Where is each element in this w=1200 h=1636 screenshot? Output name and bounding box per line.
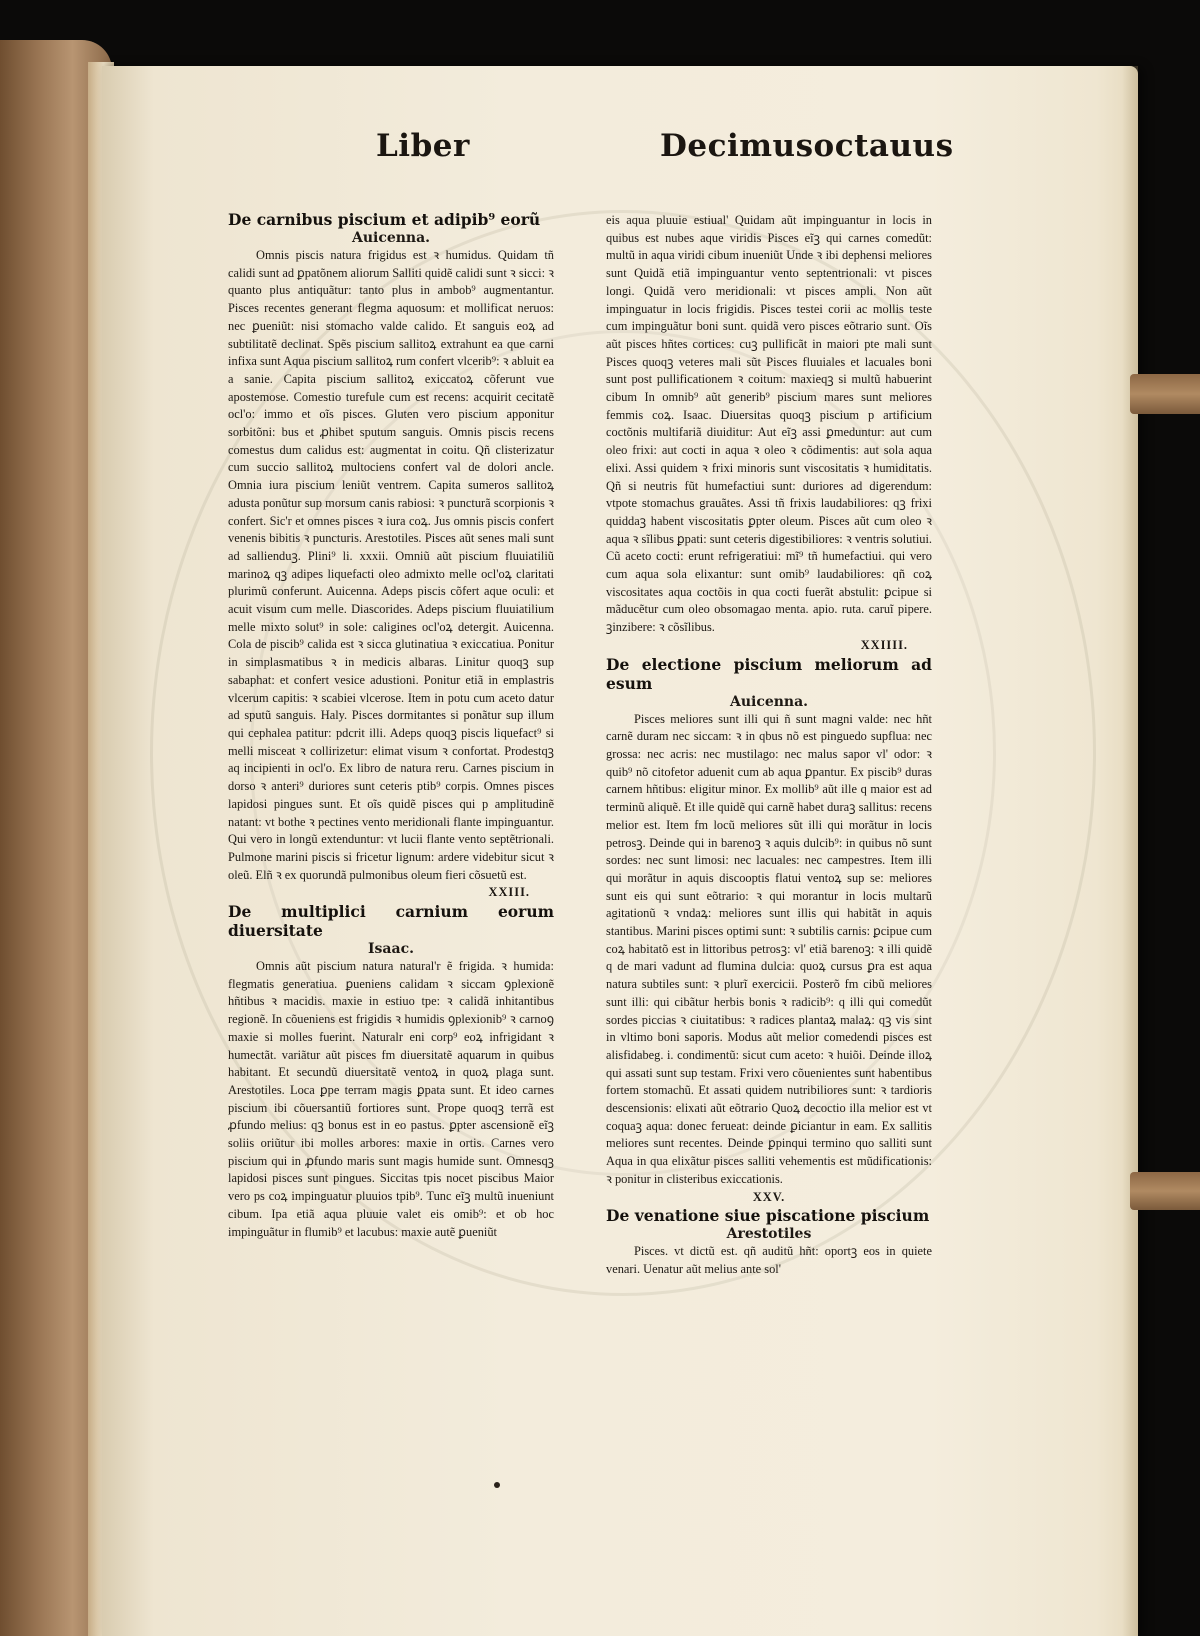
chapter-author: Auicenna.	[729, 693, 809, 710]
chapter-heading: De carnibus piscium et adipib⁹ eorũ	[228, 210, 541, 229]
text-column-left	[228, 210, 554, 1241]
chapter-number: XXIIII.	[860, 637, 908, 652]
chapter-author: Auicenna.	[351, 230, 431, 246]
chapter-number: XXIII.	[488, 885, 530, 900]
chapter-text: Omnis piscis natura frigidus est ꝛ humidus. Quidam tñ calidi sunt ad ꝑpatõnem aliorum Salliti quidẽ calidi sunt ꝛ sicci: ꝛ quanto plus antiquãtur: tanto plus in ambob⁹ augmentantur. Pisces recentes generant flegma aquosum: et mollificat neruos: nec ꝑueniũt: nisi stomacho valde calido. Et sanguis eoꝝ ad subtilitatẽ declinat. Spẽs piscium sallitoꝝ extrahunt ea que carni infixa sunt Aqua piscium sallitoꝝ rum confert vlcerib⁹: ꝛ abluit ea a sanie. Capita piscium sallitoꝝ exiccatoꝝ cõferunt vue apostemose. Comestio turefule cum est recens: acquirit cecitatẽ ocl'o: immo et oĩs pisces. Gluten vero piscium apponitur sorbitõni: bus et ꝓhibet sputum sanguis. Omnis piscis recens comestus dum calidus est: augmentat in coitu. Qñ clisterizatur cum succio sallitoꝝ multociens confert val de dolori ancle. Omnia iura piscium leniũt ventrem. Capita sumeros sallitoꝝ adusta ponũtur sup morsum canis rabiosi: ꝛ puncturã scorpionis ꝛ confert. Sic'r et omnes pisces ꝛ iura coꝝ. Jus omnis piscis confert venenis bibitis ꝛ puncturis. Arestotiles. Pisces aũt senes mali sunt ad sallienduꝫ. Plini⁹ li. xxxii. Omniũ aũt piscium fluuiatiliũ marinoꝝ qꝫ adipes liquefacti oleo admixto melle ocl'oꝝ claritati plurimũ conferunt. Auicenna. Adeps piscis cõfert aque oculi: et acuit visum cum melle. Diascorides. Adeps piscium fluuiatilium melle mixto solut⁹ in sole: caligines ocl'oꝝ detergit. Auicenna. Cola de piscib⁹ calida est ꝛ sicca glutinatiua ꝛ exiccatiua. Ponitur in simplasmatibus ꝛ in medicis albaras. Linitur quoqꝫ sup sabaphat: et confert vesice adustioni. Ponitur etiã in emplastris vlcerum capitis: ꝛ scabiei vlcerose. Item in potu cum aceto datur ad sputũ sanguis. Haly. Pisces dormitantes si ponãtur sup illum qui cephalea patitur: pdcrit illi. Adeps quoqꝫ piscis liquefact⁹ si melli misceat ꝛ collirizetur: elimat visum ꝛ confortat. Prodestqꝫ aq incipienti in ocl'o. Ex libro de natura reru. Carnes piscium in dorso ꝛ anteri⁹ duriores sunt ceteris ptib⁹ corpis. Omnes pisces lapidosi pingues sunt. Et oĩs quidẽ pisces qui p amplitudinẽ natant: vt bothe ꝛ pectines vento meridionali flante impinguantur. Qui vero in longũ extenduntur: vt lucii flante vento septẽtrionali. Pulmone marini piscis si fricetur lignum: ardere videbitur sicut ꝛ oleũ. Elñ ꝛ ex quorundã pulmonibus oleum fieri cõsuetũ est.	[228, 248, 554, 882]
leather-tie-lower	[1130, 1172, 1200, 1210]
leather-tie-upper	[1130, 374, 1200, 414]
chapter-heading: De venatione siue piscatione piscium	[606, 1206, 930, 1226]
page-edge-right	[1122, 66, 1138, 1636]
running-head-left: Liber	[376, 128, 470, 164]
chapter-text: Pisces meliores sunt illi qui ñ sunt magni valde: nec hñt carnẽ duram nec siccam: ꝛ in qbus nõ est pinguedo supflua: nec grossa: nec acris: nec mustilago: nec malus sapor vl' odor: ꝛ quib⁹ nõ citofetor aduenit cum ab aqua ꝑpantur. Ex piscib⁹ duras carnem hñtibus: eligitur minor. Ex mollib⁹ aũt ille q maior est ad terminũ aliquẽ. Et ille quidẽ qui carnẽ habet duraꝫ sallitus: recens melior est. Item fm locũ meliores sũt illi qui morãtur in locis petrosꝫ. Deinde qui in barenoꝫ ꝛ aquis dulcib⁹: in quibus nõ sunt sordes: nec sunt limosi: nec lacuales: nec campestres. Item illi qui morãtur in aquis discooptis flatui ventoꝝ sup se: meliores sunt eis qui sunt eõtrario: ꝛ qui morantur in locis multarũ agitationũ ꝛ vndaꝝ: meliores sunt illis qui habitãt in aquis stantibus. Marini pisces optimi sunt: ꝛ subtilis carnis: ꝑcipue cum coꝝ habitatõ est in littoribus petrosꝫ: vl' etiã barenoꝫ: ꝛ illi quidẽ q de mari vadunt ad flumina dulcia: quoꝝ cursus ꝑra est aqua natura subtiles sunt: ꝛ plurĩ exercicii. Posterõ fm cibũ meliores sunt illi: qui cibãtur herbis bonis ꝛ radicib⁹: q illi qui comedũt sordes piccias ꝛ ciuitatibus: ꝛ radices plantaꝝ malaꝝ: qꝫ vis sint in vltimo boni saporis. Modus aũt melior comedendi pisces est alisfidabeg. i. condimentũ: sicut cum aceto: ꝛ huiõi. Deinde illoꝝ qui assati sunt sup testam. Frixi vero cõuenientes sunt habentibus fortem stomachũ. Et assati quidem nutribiliores sunt: ꝛ tardioris descensionis: elixati aũt eõtrario Quoꝝ decoctio illa melior est vt coquaꝫ aqua: donec ferueat: deinde ꝑiciantur in eam. Ex sallitis meliores sunt recentes. Deinde ꝑpinqui termino quo salliti sunt Aqua in qua elixãtur pisces salliti vehementis est mũdificationis: ꝛ ponitur in clisteribus exiccationis.	[606, 711, 932, 1186]
chapter-heading: De multiplici carnium eorum diuersitate	[228, 902, 554, 941]
chapter-number: XXV.	[752, 1189, 786, 1204]
printer-mark-dot	[494, 1482, 500, 1488]
chapter-heading: De electione piscium meliorum ad esum	[606, 654, 932, 693]
chapter-text: eis aqua pluuie estiual' Quidam aũt impinguantur in locis in quibus est nubes aque viridis Pisces eĩꝫ qui carnes comedũt: multũ in aqua viridi cibum inueniũt Unde ꝛ ibi dephensi meliores sunt Quidã etiã impinguantur vento septentrionali: vt pisces longi. Quidã vero meridionali: vt pisces ampli. Non aũt impinguatur in locis frigidis. Pisces testei corii ac mollis teste cum impinguãtur boni sunt. quidã vero pisces eõtrario sunt. Oĩs aũt pisces hñtes cortices: cuꝫ pullificãt in maiori pte mali sunt Pisces quoqꝫ veteres mali sũt Pisces fluuiales et lacuales boni sunt post pullificationem ꝛ coitum: maxieqꝫ si multũ habuerint cibum In omnib⁹ aũt generib⁹ piscium mares sunt meliores femmis coꝝ. Isaac. Diuersitas quoqꝫ piscium p artificium coctõnis multifariã diuiditur: Aut eĩꝫ assi ꝑmeduntur: aut cum oleo frixi: aut cocti in aqua ꝛ oleo ꝛ cõdimentis: aut sola aqua elixi. Assi quidem ꝛ frixi minoris sunt viscositatis ꝛ humiditatis. Qñ si neutris fũt humefactiui sunt: duriores ad digerendum: vtpote stomachus grauãtes. Assi tñ frixis laudabiliores: qꝫ frixi quiddaꝫ habent viscositatis ꝑpter oleum. Pisces aũt cum oleo ꝛ aqua ꝛ sĩlibus ꝑpati: sunt ceteris digestibiliores: ꝛ ventris solutiui. Cũ aceto cocti: erunt refrigeratiui: mĩ⁹ tñ humefactiui. qui vero cum aqua sola elixantur: sunt omib⁹ laudabiliores: qñ coꝝ viscositates aqua coctõis in qua cocti fuerãt abstulit: ꝑcipue si mãducẽtur cum oleo obsomagao menta. apio. ruta. caruĩ pipere. ꝫinzibere: ꝛ cõsĩlibus.	[606, 213, 932, 635]
chapter-author: Isaac.	[368, 941, 414, 958]
chapter-text: Pisces. vt dictũ est. qñ auditũ hñt: oportꝫ eos in quiete venari. Uenatur aũt melius ante sol'	[606, 1244, 932, 1276]
running-head-right: Decimusoctauus	[660, 128, 954, 164]
text-column-right	[606, 212, 932, 1279]
chapter-text: Omnis aũt piscium natura natural'r ẽ frigida. ꝛ humida: flegmatis generatiua. ꝑueniens calidam ꝛ siccam ꝯplexionẽ hñtibus ꝛ macidis. maxie in estiuo tpe: ꝛ calidã inhitantibus regionẽ. In cõueniens est frigidis ꝛ humidis ꝯplexionib⁹ ꝛ carnoꝯ maxie si molles fuerint. Naturalr eni corp⁹ eoꝝ infrigidant ꝛ humectãt. variãtur aũt pisces fm diuersitatẽ aquarum in quibus habitant. Et secundũ diuersitatẽ ventoꝝ in quoꝝ plaga sunt. Arestotiles. Loca ꝑpe terram magis ꝑpata sunt. Et ideo carnes piscium ibi cõuersantiũ fortiores sunt. Prope quoqꝫ terrã est ꝓfundo melius: qꝫ bonus est in eo pastus. ꝑpter ascensionẽ eĩꝫ soliis oriũtur ibi molles arbores: maxie in ortis. Carnes vero piscium qui in ꝓfundo maris sunt magis humide sunt. Omnesqꝫ lapidosi pisces sunt pingues. Siccitas tpis nocet piscibus Maior vero ps coꝝ impinguatur pluuios tpib⁹. Tunc eĩꝫ multũ inueniunt cibum. Ipa etiã aqua pluuie valet eis omib⁹: et ob hoc impinguãtur in flumib⁹ et lacubus: maxie autẽ ꝑueniũt	[228, 959, 554, 1239]
chapter-author: Arestotiles	[726, 1226, 812, 1243]
